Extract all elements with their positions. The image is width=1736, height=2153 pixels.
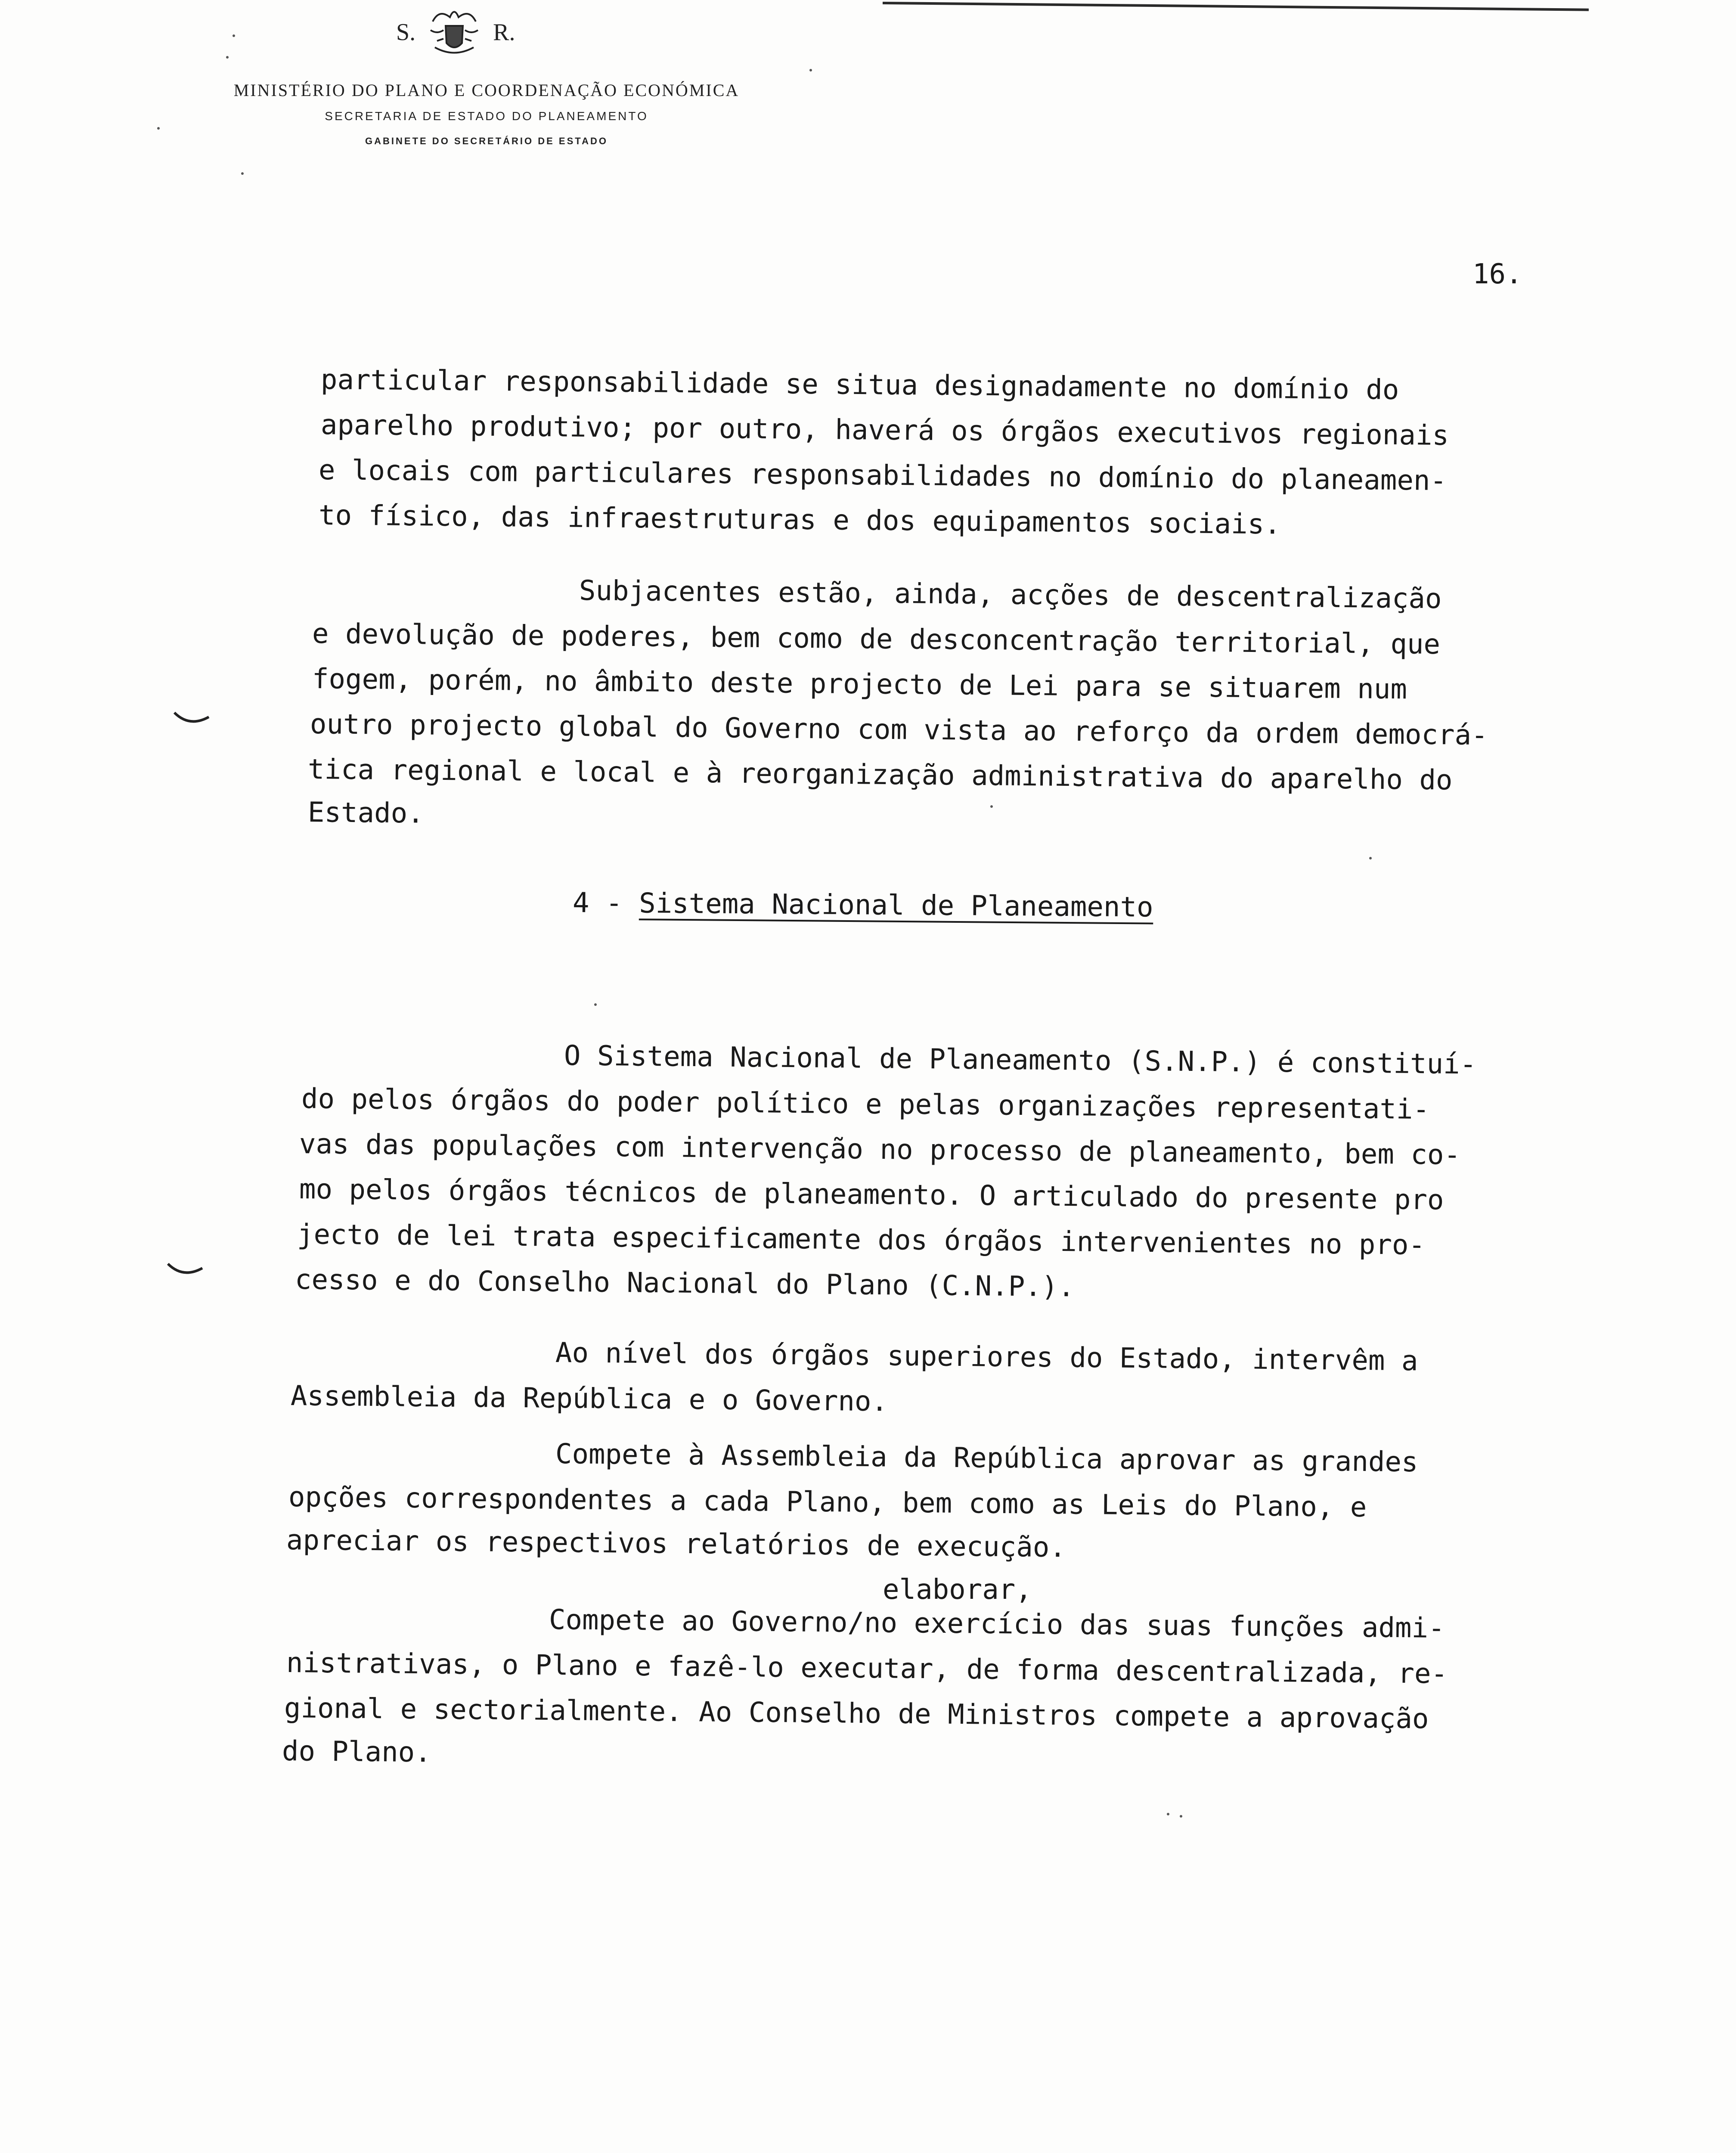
- paragraph-line: tica regional e local e à reorganização administrativa do aparelho do: [307, 754, 1453, 797]
- scan-speck: [157, 127, 160, 130]
- paragraph-line: vas das populações com intervenção no processo de planeamento, bem co-: [299, 1128, 1461, 1171]
- paragraph-line: gional e sectorialmente. Ao Conselho de Ministros compete a aprovação: [284, 1692, 1429, 1735]
- paragraph-line: Assembleia da República e o Governo.: [290, 1380, 888, 1418]
- crest-left-letter: S.: [396, 19, 416, 46]
- ministry-name: MINISTÉRIO DO PLANO E COORDENAÇÃO ECONÓMICA: [233, 81, 740, 100]
- paragraph-line: do pelos órgãos do poder político e pelas organizações representati-: [301, 1083, 1430, 1126]
- paragraph-line: outro projecto global do Governo com vista ao reforço da ordem democrá-: [310, 708, 1488, 752]
- paragraph-line: particular responsabilidade se situa designadamente no domínio do: [320, 364, 1399, 406]
- scan-speck: [809, 69, 812, 71]
- paragraph-line: e devolução de poderes, bem como de desconcentração territorial, que: [312, 618, 1441, 661]
- paragraph-line: apreciar os respectivos relatórios de execução.: [286, 1524, 1066, 1564]
- letterhead: [207, 78, 766, 153]
- scan-speck: [990, 805, 993, 808]
- scan-speck: [232, 34, 235, 37]
- paragraph-line: Ao nível dos órgãos superiores do Estado, intervêm a: [555, 1337, 1418, 1377]
- paragraph-line: cesso e do Conselho Nacional do Plano (C.N.P.).: [294, 1264, 1075, 1303]
- paragraph-line: do Plano.: [282, 1735, 432, 1769]
- scan-speck: [594, 1003, 597, 1006]
- letterhead-crest: [396, 4, 515, 60]
- margin-mark-icon: [166, 1262, 205, 1279]
- paragraph-line: jecto de lei trata especificamente dos órgãos intervenientes no pro-: [297, 1219, 1426, 1262]
- paragraph-line: O Sistema Nacional de Planeamento (S.N.P.) é constituí-: [564, 1040, 1477, 1081]
- coat-of-arms-icon: [424, 4, 484, 60]
- paragraph-line: aparelho produtivo; por outro, haverá os órgãos executivos regionais: [320, 409, 1449, 452]
- paragraph-line: fogem, porém, no âmbito deste projecto de Lei para se situarem num: [312, 663, 1407, 706]
- paragraph-line: e locais com particulares responsabilidades no domínio do planeamen-: [318, 454, 1447, 497]
- top-rule: [883, 2, 1589, 11]
- scan-speck: [1180, 1815, 1182, 1818]
- section-title: Sistema Nacional de Planeamento: [639, 887, 1153, 924]
- paragraph-line: Subjacentes estão, ainda, acções de descentralização: [579, 575, 1442, 615]
- scan-speck: [226, 56, 229, 59]
- section-number: 4 -: [572, 887, 623, 919]
- secretariat-name: SECRETARIA DE ESTADO DO PLANEAMENTO: [325, 109, 648, 123]
- paragraph-line: mo pelos órgãos técnicos de planeamento. O articulado do presente pro: [299, 1173, 1444, 1216]
- paragraph-line: to físico, das infraestruturas e dos equipamentos sociais.: [318, 499, 1281, 541]
- paragraph-line: Compete à Assembleia da República aprovar as grandes: [555, 1438, 1418, 1479]
- handwritten-insertion: elaborar,: [883, 1574, 1032, 1606]
- section-heading: [573, 887, 1153, 924]
- cabinet-name: GABINETE DO SECRETÁRIO DE ESTADO: [365, 136, 608, 146]
- margin-mark-icon: [172, 710, 211, 728]
- page-number: 16.: [1472, 258, 1522, 290]
- scan-speck: [241, 172, 244, 175]
- paragraph-line: Compete ao Governo/no exercício das suas funções admi-: [549, 1604, 1445, 1644]
- scan-speck: [1167, 1813, 1169, 1815]
- paragraph-line: opções correspondentes a cada Plano, bem como as Leis do Plano, e: [288, 1481, 1367, 1524]
- paragraph-line: Estado.: [307, 797, 425, 830]
- paragraph-line: nistrativas, o Plano e fazê-lo executar, de forma descentralizada, re-: [286, 1647, 1448, 1690]
- crest-right-letter: R.: [493, 19, 515, 46]
- scan-speck: [1369, 857, 1372, 859]
